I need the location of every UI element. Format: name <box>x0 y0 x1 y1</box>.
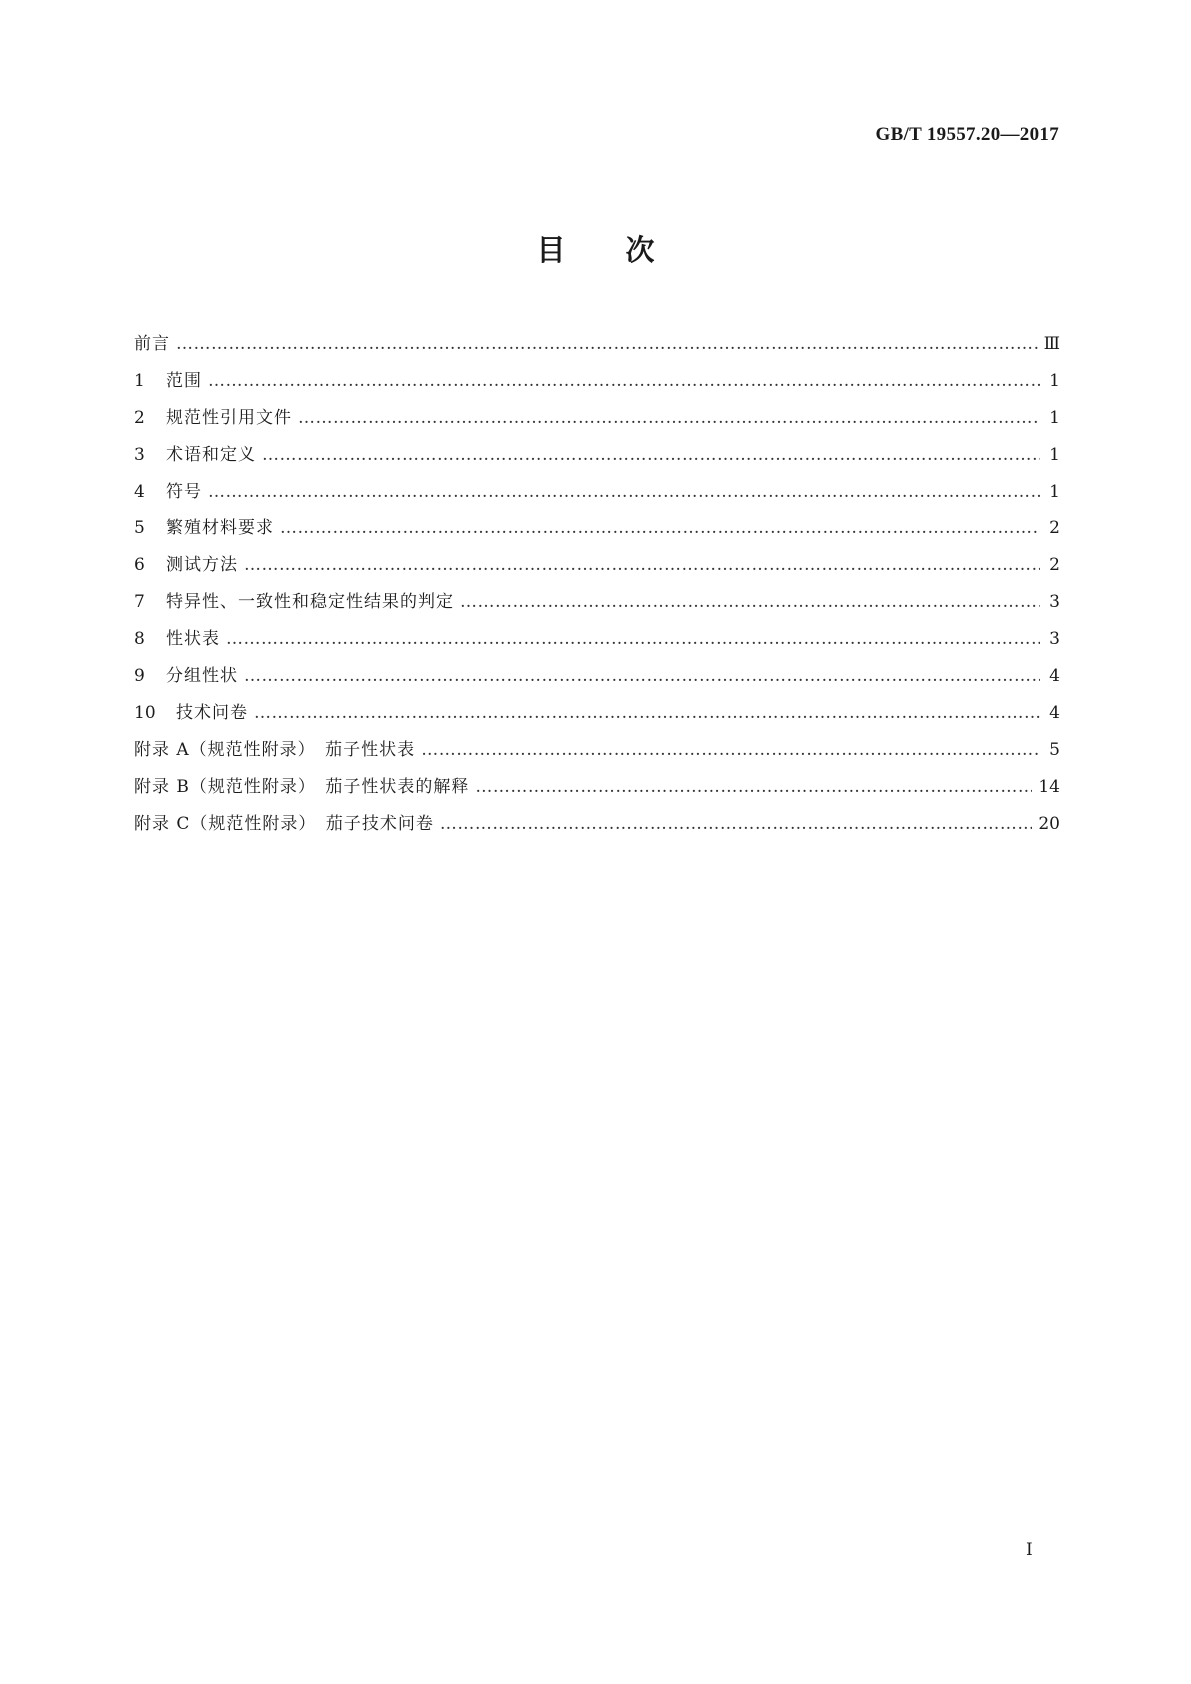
page-title <box>0 228 1191 269</box>
toc-entry-page: 3 <box>1049 592 1060 613</box>
toc-entry-title: 附录 A（规范性附录） 茄子性状表 <box>134 739 416 760</box>
toc-leader-dots <box>280 510 1040 547</box>
toc-leader-dots <box>262 437 1040 474</box>
toc-leader-dots <box>475 769 1032 806</box>
toc-entry-title: 性状表 <box>166 629 220 650</box>
toc-entry-10[interactable] <box>134 695 1060 732</box>
toc-entry-title: 测试方法 <box>166 555 238 576</box>
toc-entry-title: 附录 B（规范性附录） 茄子性状表的解释 <box>134 776 470 797</box>
toc-entry-title: 范围 <box>166 370 202 391</box>
page-title-char-2: 次 <box>625 233 655 267</box>
toc-leader-dots <box>244 658 1040 695</box>
toc-entry-page: 1 <box>1049 370 1060 391</box>
toc-entry-8[interactable] <box>134 621 1060 658</box>
toc-entry-2[interactable] <box>134 400 1060 437</box>
toc-entry-page: 20 <box>1038 813 1060 834</box>
toc-leader-dots <box>176 326 1038 363</box>
toc-entry-page: 1 <box>1049 481 1060 502</box>
toc-entry-title: 分组性状 <box>166 666 238 687</box>
toc-entry-page: 3 <box>1049 629 1060 650</box>
toc-entry-1[interactable] <box>134 363 1060 400</box>
toc-entry-3[interactable] <box>134 437 1060 474</box>
table-of-contents <box>134 326 1060 842</box>
toc-entry-title: 符号 <box>166 481 202 502</box>
toc-entry-page: 14 <box>1038 776 1060 797</box>
toc-leader-dots <box>421 732 1040 769</box>
toc-entry-number: 8 <box>134 629 145 650</box>
toc-entry-number: 3 <box>134 444 145 465</box>
toc-entry-page: 2 <box>1049 555 1060 576</box>
toc-entry-9[interactable] <box>134 658 1060 695</box>
toc-entry-page: 1 <box>1049 407 1060 428</box>
toc-entry-title: 技术问卷 <box>176 702 248 723</box>
toc-leader-dots <box>254 695 1040 732</box>
toc-entry-title: 规范性引用文件 <box>166 407 292 428</box>
toc-leader-dots <box>298 400 1040 437</box>
toc-leader-dots <box>440 806 1032 843</box>
toc-entry-page: 5 <box>1049 739 1060 760</box>
toc-entry-title: 特异性、一致性和稳定性结果的判定 <box>166 592 454 613</box>
toc-entry-5[interactable] <box>134 510 1060 547</box>
toc-entry-annex-c[interactable] <box>134 806 1060 843</box>
toc-entry-number: 6 <box>134 555 145 576</box>
toc-entry-7[interactable] <box>134 584 1060 621</box>
toc-leader-dots <box>208 363 1040 400</box>
toc-entry-page: 1 <box>1049 444 1060 465</box>
toc-entry-number: 9 <box>134 666 145 687</box>
toc-leader-dots <box>226 621 1040 658</box>
toc-leader-dots <box>460 584 1040 621</box>
page-title-char-1: 目 <box>536 233 566 267</box>
toc-entry-page: 2 <box>1049 518 1060 539</box>
toc-entry-foreword[interactable] <box>134 326 1060 363</box>
toc-leader-dots <box>244 547 1040 584</box>
toc-entry-number: 4 <box>134 481 145 502</box>
toc-entry-title: 前言 <box>134 334 170 354</box>
toc-entry-page: 4 <box>1049 666 1060 687</box>
toc-entry-number: 1 <box>134 370 145 391</box>
toc-entry-page: 4 <box>1049 702 1060 723</box>
toc-entry-number: 10 <box>134 702 156 723</box>
toc-entry-6[interactable] <box>134 547 1060 584</box>
toc-leader-dots <box>208 474 1040 511</box>
toc-entry-number: 2 <box>134 407 145 428</box>
toc-entry-page: Ⅲ <box>1043 334 1060 354</box>
toc-entry-annex-b[interactable] <box>134 769 1060 806</box>
toc-entry-title: 繁殖材料要求 <box>166 518 274 539</box>
toc-entry-title: 附录 C（规范性附录） 茄子技术问卷 <box>134 813 434 834</box>
toc-entry-title: 术语和定义 <box>166 444 256 465</box>
standard-code: GB/T 19557.20—2017 <box>875 124 1059 145</box>
toc-entry-annex-a[interactable] <box>134 732 1060 769</box>
toc-entry-4[interactable] <box>134 474 1060 511</box>
toc-entry-number: 7 <box>134 592 145 613</box>
page-number: I <box>1026 1540 1033 1560</box>
toc-entry-number: 5 <box>134 518 145 539</box>
